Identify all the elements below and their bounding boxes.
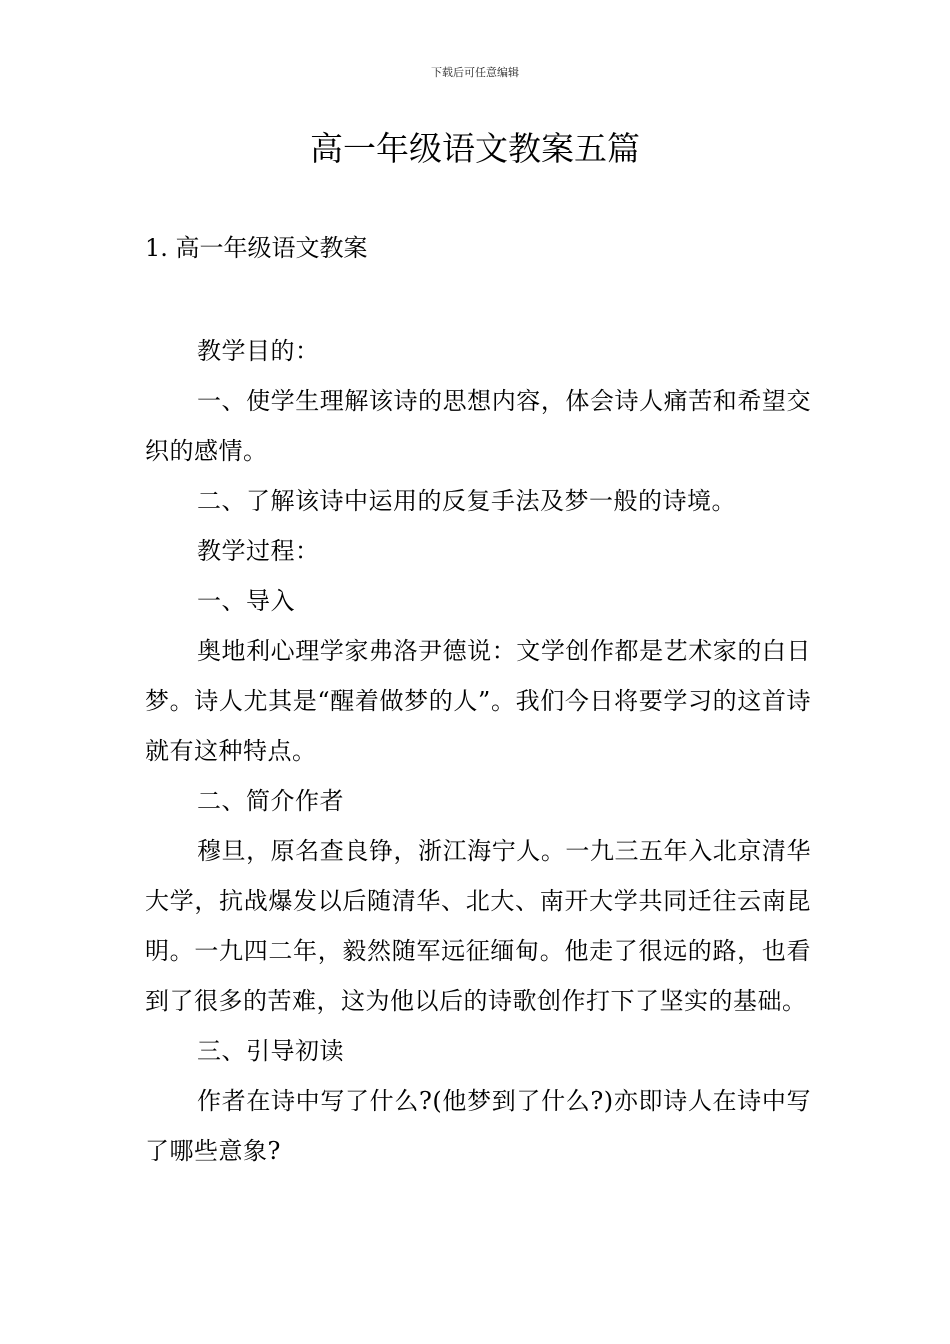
document-body: [145, 326, 811, 1176]
paragraph-author-body: 穆旦，原名查良铮，浙江海宁人。一九三五年入北京清华大学，抗战爆发以后随清华、北大、南开大学共同迁往云南昆明。一九四二年，毅然随军远征缅甸。他走了很远的路，也看到了很多的苦难，这为他以后的诗歌创作打下了坚实的基础。: [145, 837, 811, 1015]
paragraph-step-intro-heading: 一、导入: [197, 587, 295, 615]
document-title: 高一年级语文教案五篇: [310, 129, 640, 168]
paragraph-reading-heading: 三、引导初读: [197, 1037, 344, 1065]
section-heading: 1. 高一年级语文教案: [145, 234, 368, 262]
paragraph-goal-one: 一、使学生理解该诗的思想内容，体会诗人痛苦和希望交织的感情。: [145, 387, 811, 465]
paragraph-author-heading: 二、简介作者: [197, 787, 344, 815]
page-header-note: 下载后可任意编辑: [431, 66, 519, 79]
paragraph-reading-body: 作者在诗中写了什么?(他梦到了什么?)亦即诗人在诗中写了哪些意象?: [145, 1087, 811, 1165]
paragraph-teaching-goals-label: 教学目的：: [197, 337, 320, 365]
paragraph-step-intro-body: 奥地利心理学家弗洛尹德说：文学创作都是艺术家的白日梦。诗人尤其是“醒着做梦的人”。我们今日将要学习的这首诗就有这种特点。: [145, 637, 811, 765]
paragraph-teaching-process-label: 教学过程：: [197, 537, 320, 565]
paragraph-goal-two: 二、了解该诗中运用的反复手法及梦一般的诗境。: [197, 487, 736, 515]
